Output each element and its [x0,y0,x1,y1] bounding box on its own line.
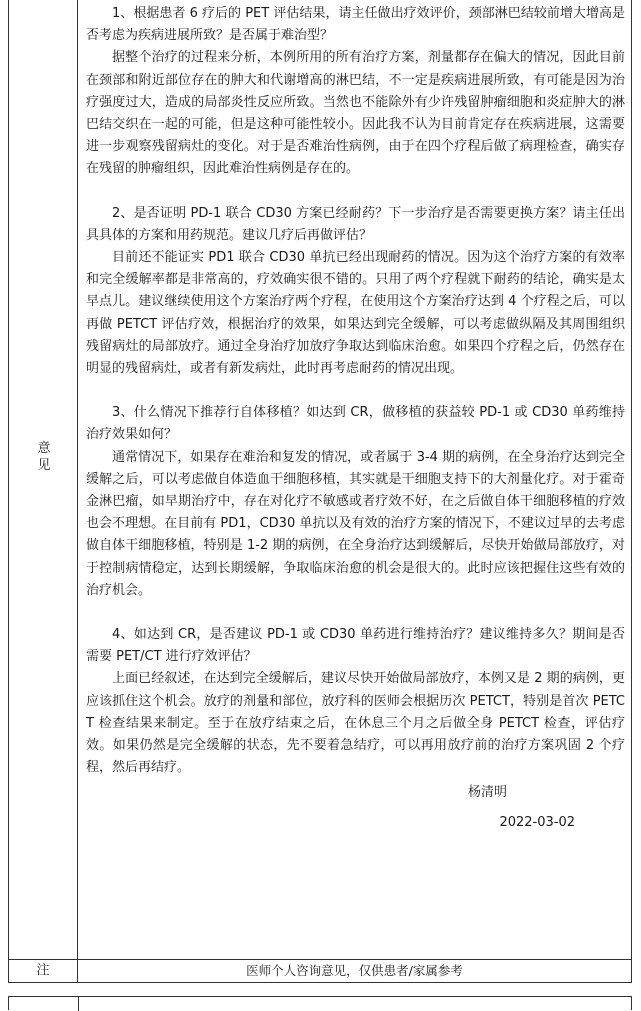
answer-2: 目前还不能证实 PD1 联合 CD30 单抗已经出现耐药的情况。因为这个治疗方案的有效率和完全缓解率都是非常高的，疗效确实很不错的。只用了两个疗程就下耐药的结论，确实是太早点儿。建议继续使用这个方案治疗两个疗程，在使用这个方案治疗达到 4 个疗程之后，可以再做 PETCT 评估疗效，根据治疗的效果，如果达到完全缓解，可以考虑做纵隔及其周围组织残留病灶的局部放疗。通过全身治疗加放疗争取达到临床治愈。如果四个疗程之后，仍然存在明显的残留病灶，或者有新发病灶，此时再考虑耐药的情况出现。 [86,250,625,377]
question-1: 1、根据患者 6 疗后的 PET 评估结果，请主任做出疗效评价，颈部淋巴结较前增大增高是否考虑为疾病进展所致？是否属于难治型？ [86,6,625,44]
note-label: 注 [9,960,78,982]
section-gap [86,380,625,402]
section-gap [86,602,625,624]
question-2: 2、是否证明 PD-1 联合 CD30 方案已经耐药？下一步治疗是否需要更换方案？请主任出具具体的方案和用药规范。建议几疗后再做评估？ [86,205,625,243]
opinion-label: 意见 [37,441,51,473]
note-row [9,959,631,982]
column-divider [78,997,79,1011]
label-column [9,0,78,959]
next-table-top [8,996,632,1010]
note-text: 医师个人咨询意见，仅供患者/家属参考 [246,963,463,978]
question-4: 4、如达到 CR，是否建议 PD-1 或 CD30 单药进行维持治疗？建议维持多久？期间是否需要 PET/CT 进行疗效评估？ [86,627,625,665]
opinion-content [78,0,631,959]
answer-3: 通常情况下，如果存在难治和复发的情况，或者属于 3-4 期的病例，在全身治疗达到完全缓解之后，可以考虑做自体造血干细胞移植，其实就是干细胞支持下的大剂量化疗。对于霍奇金淋巴瘤，如早期治疗中，存在对化疗不敏感或者疗效不好，在之后做自体干细胞移植的疗效也会不理想。在目前有 PD1，CD30 单抗以及有效的治疗方案的情况下，不建议过早的去考虑做自体干细胞移植，特别是 1-2 期的病例，在全身治疗达到缓解后，尽快开始做局部放疗，对于控制病情稳定，达到长期缓解，争取临床治愈的机会是很大的。此时应该把握住这些有效的治疗机会。 [86,449,625,598]
answer-4: 上面已经叙述，在达到完全缓解后，建议尽快开始做局部放疗，本例又是 2 期的病例，更应该抓住这个机会。放疗的剂量和部位，放疗科的医师会根据历次 PETCT，特别是首次 PETCT 检查结果来制定。至于在放疗结束之后，在休息三个月之后做全身 PETCT 检查，评估疗效。如果仍然是完全缓解的状态，先不要着急结疗，可以再用放疗前的治疗方案巩固 2 个疗程，然后再结疗。 [86,671,625,776]
question-3: 3、什么情况下推荐行自体移植？如达到 CR，做移植的获益较 PD-1 或 CD30 单药维持治疗效果如何？ [86,405,625,443]
signature-date: 2022-03-02 [499,814,575,830]
answer-1: 据整个治疗的过程来分析，本例所用的所有治疗方案，剂量都存在偏大的情况，因此目前在颈部和附近部位存在的肿大和代谢增高的淋巴结，不一定是疾病进展所致，有可能是因为治疗强度过大，造成的局部炎性反应所致。当然也不能除外有少许残留肿瘤细胞和炎症肿大的淋巴结交织在一起的可能，但是这种可能性较小。因此我不认为目前肯定存在疾病进展，这需要进一步观察残留病灶的变化。对于是否难治性病例，由于在四个疗程后做了病理检查，确实存在残留的肿瘤组织，因此难治性病例是存在的。 [86,50,625,177]
opinion-table [8,0,632,983]
doctor-signature: 杨清明 [467,784,507,800]
section-gap [86,181,625,203]
